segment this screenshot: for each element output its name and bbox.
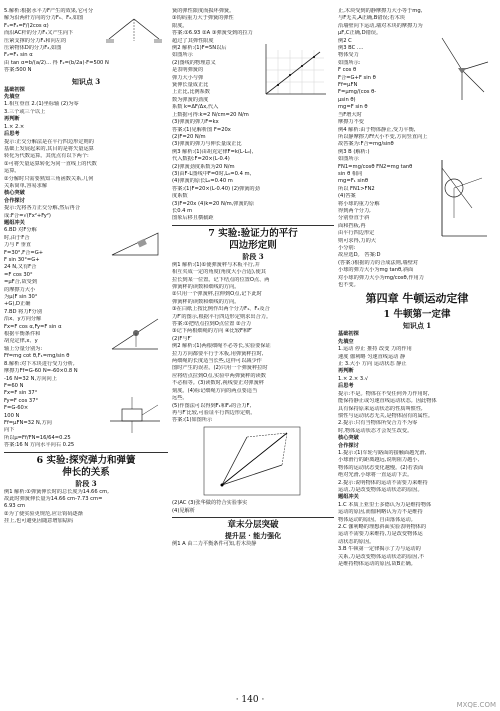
text-line: 弹力大小与弹 xyxy=(172,74,204,81)
text-line: 系数 k=ΔF/Δx,代入 xyxy=(172,104,219,111)
text-line: (3)弹簧的弹力与伸长量成正比 xyxy=(172,141,242,148)
spring-force-graph xyxy=(258,42,328,102)
text-line: 将小球的重力分解 xyxy=(338,200,380,207)
text-line: 沿墙壁向下运动,墙对木块的摩擦力为 xyxy=(338,22,423,29)
text-line: 答案:16 N 方向水平向右 0.25 xyxy=(4,442,75,449)
section1-title: 1 牛顿第一定律 xyxy=(383,309,451,321)
text-line: 运动,力是改变物体运动状态的原因。 xyxy=(338,486,423,493)
text-line: Ff=μFN=32 N,方向 xyxy=(4,419,52,426)
text-line: ③钩码重力大于弹簧的弹性 xyxy=(172,15,234,22)
text-line: 所以 FN1>FN2 xyxy=(338,185,375,192)
wedge-force-figure xyxy=(432,34,492,106)
text-line: 关系简单,容易求解 xyxy=(4,182,48,189)
text-line: 速度 伽利略 匀速直线运动 静 xyxy=(338,353,406,360)
text-line: 例1 解析:①弹簧伸长时的总长度为14.66 cm, xyxy=(4,488,109,495)
text-line: 两细绳的长度适当长些,这样可以减少作 xyxy=(172,358,262,365)
text-line: 拉长到某一位置。记下结点的位置O点、两 xyxy=(172,276,270,283)
last-line: 例1 A 由二力平衡条件可知,若木块静 xyxy=(172,540,257,547)
knowledge-point-1: 知识点 1 xyxy=(402,321,432,331)
text-line: 簧的弹性限度而损坏弹簧。 xyxy=(172,8,235,14)
text-line: 不必相等。(3)读数时,视线要正对弹簧秤 xyxy=(172,380,264,387)
text-line: 运算。 xyxy=(4,168,20,175)
text-line: 时,由于F合 xyxy=(4,234,30,241)
coop-tip xyxy=(4,205,168,220)
text-line: ②只用一个弹簧秤,拉伸到O点,记下此时 xyxy=(172,291,262,298)
text-line: μsin θ) xyxy=(338,96,356,103)
text-line: ②为了使实验更规范,应让钩码逐渐 xyxy=(4,510,83,517)
text-line: Ff=mg cot θ,F₁=mg/sin θ xyxy=(4,353,70,360)
text-line: 弹簧秤的读数和细线的方向。 xyxy=(172,284,240,290)
text-line: 分别垂直于斜 xyxy=(338,215,370,222)
coop-heading: 合作探讨 xyxy=(338,442,359,449)
text-line: 而沿AC杆的分力F₁又产生向下 xyxy=(4,30,74,37)
text-line: 力与 F 垂直 xyxy=(4,242,32,249)
text-line: 刻度。(4)标记细绳方向的两点要适当 xyxy=(172,387,258,394)
knowledge-point-3: 知识点 3 xyxy=(71,76,101,86)
text-line: 2.C 伽利略的理想斜面实验表明物体的 xyxy=(338,524,427,530)
page-number: · 140 · xyxy=(235,695,265,705)
chapter-title: 第四章 牛顿运动定律 xyxy=(365,292,469,306)
text-line: 压紧物体D的分力F₂,如图 xyxy=(4,45,62,52)
tip-text xyxy=(4,139,168,191)
text-line: (2)F=20 N/m xyxy=(172,133,206,140)
text-line: Fx=F sin 37° xyxy=(4,390,38,397)
text-line: 长0.4 m xyxy=(172,207,193,214)
text-line: 上数据可得:k=2 N/cm=20 N/m xyxy=(172,111,249,118)
text-line: 故答案为:F合=mg/sinθ xyxy=(338,141,394,148)
figure-caption-2: (4)见解析 xyxy=(172,507,195,514)
text-line: =μF合,故受到 xyxy=(4,279,38,286)
text-line: 的摩擦力大小 xyxy=(4,286,36,293)
text-line: 具有保持原来运动状态的性质叫惯性, xyxy=(338,405,423,412)
ask-heading: 后思考 xyxy=(4,131,20,138)
text-line: 答案:500 N xyxy=(4,67,32,74)
text-line: Ff=μFN xyxy=(338,82,358,89)
text-line: 时,物体运动状态才会发生改变。 xyxy=(338,427,413,434)
text-line: 1.运动 停止 推持 改变 力的作用 xyxy=(338,346,412,353)
text-line: ②分解时只需要熟知三角函数关系,几何 xyxy=(4,175,94,182)
text-line: 如图所示 xyxy=(338,156,359,163)
text-line: 数为弹簧的劲度 xyxy=(172,96,209,103)
text-line: +G),D正确 xyxy=(4,301,31,308)
text-line: 远些。 xyxy=(172,395,188,402)
text-line: (4)弹簧的原长L₀=0.40 m xyxy=(172,178,233,185)
text-line: F sin 30°=G+ xyxy=(4,257,40,263)
text-line: =F cos 30° xyxy=(4,271,33,278)
text-line: sin θ 相同 xyxy=(338,170,363,177)
text-line: 根据平衡条件和 xyxy=(4,331,41,338)
text-line: 3.三个或三个以上 xyxy=(4,108,46,115)
text-line: 摩擦力不变 xyxy=(338,119,364,126)
coop-tip xyxy=(338,450,496,494)
text-line: F合=G+F sin θ xyxy=(338,74,376,81)
text-line: 提示:先将各力正交分解,然后再合 xyxy=(4,205,81,212)
core-heading: 核心突破 xyxy=(4,190,25,197)
text-line: F=μmg/(cos θ- xyxy=(338,89,377,96)
text-line: 提示:正交分解法是在平行四边形定则的 xyxy=(4,138,94,145)
text-line: 例3 BC .... xyxy=(338,45,364,52)
text-line: ③在白纸上按比例作出两个分力F₁、F₂及合 xyxy=(172,306,270,313)
text-line: F₂=F₁ sin α xyxy=(4,52,33,59)
text-line: 物体的运动状态变化越慢。(2)若表面 xyxy=(338,464,424,471)
coop-heading: 合作探讨 xyxy=(4,197,25,204)
section7-title-2: 四边形定则 xyxy=(229,239,277,251)
text-line: 限度。 xyxy=(172,22,188,29)
text-line: 如图所示 xyxy=(172,52,193,59)
section7-body xyxy=(172,262,334,425)
text-line: 所以静摩擦力Ff大小不变,方向竖直向上 xyxy=(338,133,428,140)
text-line: 6.BD 对F分解 xyxy=(4,227,37,234)
incline-figure-2 xyxy=(110,313,160,351)
text-line: F=60 N xyxy=(4,382,24,389)
text-line: 当F增大时 xyxy=(338,111,362,118)
text-line: 1.提示:(1)车轮与路面的接触面越光滑, xyxy=(338,449,427,456)
text-line: 应将结点拉到O点,实验中两弹簧秤的读数 xyxy=(172,372,266,379)
text-line: 6.93 cm xyxy=(4,503,26,510)
text-line: 再与F′比较,可验证平行四边形定则。 xyxy=(172,409,256,416)
text-line: 小球的弹力大小为mg tanθ,斜面 xyxy=(338,267,414,274)
text-line: 上正比,比例系数 xyxy=(172,89,210,96)
text-line: 为μ(F sin 30° xyxy=(4,294,38,301)
text-line: 例2 解析:(1)F=5N以后 xyxy=(172,45,227,52)
text-line: 小分别: xyxy=(338,245,356,251)
text-line: (4)答案 xyxy=(338,193,356,200)
text-line: 8.解析:对下木块进行受力分析, xyxy=(4,360,75,367)
text-line: mg=F₁ sinθ xyxy=(338,178,369,185)
text-line: 由 tan α=b/(a/2)... 得 F₂=(b/2a)·F=500 N xyxy=(4,59,109,66)
text-line: 例2 C xyxy=(338,37,352,44)
text-line: 对小球的弹力大小为mg/cosθ,作用力 xyxy=(338,274,424,281)
text-line: 例3 B (解析:) xyxy=(338,148,370,155)
text-line: 簧伸长量成正比 xyxy=(172,82,209,89)
text-line: 绝对光滑,小球将一直运动下去。 xyxy=(338,472,413,479)
text-line: 挂上,也可避免因随意增加砝码 xyxy=(4,518,74,525)
text-line: ③记下两根细绳的方向 ④比较F和F′ xyxy=(172,328,253,335)
text-line: ①可将矢量运算转化为同一直线上的代数 xyxy=(4,160,97,167)
text-line: 例4 解析:由于物体静止,受力平衡, xyxy=(338,126,416,133)
text-line: 转化为代数运算。其优点有以下两个: xyxy=(4,153,89,160)
text-line: 图象后移且横截距 xyxy=(172,215,214,222)
text-line: 能保持静止或匀速直线运动状态。因此物体 xyxy=(338,398,437,405)
text-line: 1.C 本质上亚里士多德认为力是维持物体 xyxy=(338,501,432,508)
text-line: (答案:)根据的力的合成法则,墙壁对 xyxy=(338,259,419,266)
block-force-figure xyxy=(110,395,160,435)
text-line: (5)作图法可以得到F₁和F₂的合力F, xyxy=(172,402,252,409)
text-line: 例1 解析:(1)①使弹簧秤与木板平行,并 xyxy=(172,261,260,268)
ball-wall-figure xyxy=(432,158,492,238)
text-line: 轴上分量分别为: xyxy=(4,345,43,352)
text-line: 小球滑行的距离越远,说明阻力越小, xyxy=(338,457,420,464)
text-line: 由平行四边形定 xyxy=(338,230,375,237)
text-line: 解为沿两杆方向的分力F₁、F₂,如图 xyxy=(4,15,84,22)
text-line: 沿x、y方向分解 xyxy=(4,316,42,323)
text-line: 止,木块受到的静摩擦力大小等于mg, xyxy=(338,8,423,14)
experiment-answers xyxy=(172,8,334,223)
text-line: 24 N,又有F合 xyxy=(4,264,37,271)
text-line: 拉力方向都要平行于木板,用弹簧秤拉时, xyxy=(172,350,264,357)
text-line: 例2 解析:(1)两根细绳不必等长,实验要保证 xyxy=(172,343,271,350)
core-heading: 核心突破 xyxy=(338,435,359,442)
drill-heading: 题组冲关 xyxy=(4,219,25,226)
section7-title-1: 7 实验:验证力的平行 xyxy=(208,227,298,239)
chapter-review-title: 章末分层突破 xyxy=(227,519,279,530)
stage-3-label: 阶段 3 xyxy=(242,251,264,261)
text-line: 答案:①6.93 ②A ③弹簧受到的拉力 xyxy=(172,30,253,37)
text-line: 止 3.大小 方向 运动状态 静止 xyxy=(338,361,407,368)
text-line: 是表明弹簧的 xyxy=(172,67,204,74)
text-line: 面和挡板,再 xyxy=(338,222,366,229)
text-line: 成:F合=√(Fx²+Fy²) xyxy=(4,212,51,219)
column-left xyxy=(4,8,168,526)
text-line: 相互夹成一定的角度(角度大小合适),使其 xyxy=(172,269,266,276)
text-line: F=G-60× xyxy=(4,405,29,412)
text-line: μF,C正确,D错误。 xyxy=(338,30,382,37)
text-line: 7.BD 将力F分别 xyxy=(4,308,42,315)
text-line: 关系,力是改变物体运动状态的原因,不 xyxy=(338,553,425,560)
text-line: 惯性与运动状态无关,是物体固有的属性。 xyxy=(338,412,434,419)
text-line: 提示:不是。物体在不受任何外力作用时, xyxy=(338,390,430,397)
text-line: 胡克定律,x、y xyxy=(4,338,38,345)
improve-title: 提升层 · 能力强化 xyxy=(224,530,282,540)
tip-text xyxy=(338,391,496,435)
text-line: 也不变。 xyxy=(338,282,359,289)
think-heading: 再判断 xyxy=(4,116,20,123)
text-line: (2)弹簧劲度系数为20 N/m xyxy=(172,163,235,170)
parallelogram-figure xyxy=(202,425,302,497)
text-line: 故应选D。 答案:D xyxy=(338,252,381,259)
text-line: 摩擦力Ff=G-60 N=-60×0.8 N xyxy=(4,368,78,375)
text-line: 基础上发展起来的,其目的是将矢量运算 xyxy=(4,145,94,152)
text-line: 是维持物体运动的原因,故B正确。 xyxy=(338,561,416,568)
force-decomposition-figure xyxy=(104,14,164,44)
text-line: 2.提示:说明物体的运动不需要力来维持 xyxy=(338,479,428,486)
drill-heading: 题组冲关 xyxy=(338,494,359,501)
pre-study-heading: 先填空 xyxy=(338,338,354,345)
text-line: -16 N=32 N,方向向上 xyxy=(4,375,57,382)
basic-heading: 基础初探 xyxy=(338,331,359,338)
text-line: 动状态的原因。 xyxy=(338,538,375,545)
text-line: 运动不需要力来维持,力是改变物体运 xyxy=(338,531,423,538)
text-line: 物体运动的原因。自由落体运动。 xyxy=(338,516,416,523)
text-line: F₁=F₂=F/(2cos α) xyxy=(4,22,49,29)
text-line: 故此时弹簧伸长量为14.66 cm-7.73 cm= xyxy=(4,495,103,502)
column-middle xyxy=(172,8,334,548)
text-line: F cos θ xyxy=(338,67,357,74)
ask-heading: 后思考 xyxy=(338,383,354,390)
text-line: 答案:①把结点拉到O点位置 ②合力 xyxy=(172,321,252,328)
text-line: (2)图线的物理意义 xyxy=(172,59,216,66)
text-line: Fx=F cos α,Fy=F sin α xyxy=(4,323,62,330)
watermark: MXQE.COM xyxy=(456,701,496,709)
text-line: 例3 解析:(1)由胡克定律F=k(L-L₀), xyxy=(172,148,254,155)
text-line: 超过了其弹性限度 xyxy=(172,37,214,44)
text-line: F=30°,F合=G+ xyxy=(4,249,44,256)
text-line: (3)F=20x (4)k=20 N/m,弹簧的原 xyxy=(172,200,255,207)
text-line: 1.相互垂直 2.(1)坐标轴 (2)为零 xyxy=(4,101,79,108)
fill-answers xyxy=(338,346,496,368)
text-line: Fy=F cos 37° xyxy=(4,397,39,404)
text-line: 压紧支撑的分力F₁和向左的 xyxy=(4,37,67,44)
text-line: 1.× 2.× xyxy=(4,123,25,130)
basic-heading: 基础初探 xyxy=(4,86,25,93)
text-line: (3)由F-L图线中F=0时,L₀=0.4 m, xyxy=(172,170,252,177)
judge-answers xyxy=(338,376,496,383)
section6-body xyxy=(4,489,168,526)
text-line: 弹簧秤的读数和细线的方向。 xyxy=(172,298,240,305)
text-line: 如图所示: xyxy=(338,59,361,66)
text-line: 运动的原因,而伽利略认为力不是维持 xyxy=(338,509,423,516)
text-line: (3)弹簧的弹力F=kx xyxy=(172,119,219,126)
drill-body xyxy=(338,502,496,569)
fill-answers xyxy=(4,101,168,116)
think-heading: 再判断 xyxy=(338,368,354,375)
incline-figure-1 xyxy=(110,229,160,257)
figure-caption: (2)AC (3)张华做的符合实验事实 xyxy=(172,500,248,507)
text-line: (2)F与F′ xyxy=(172,335,192,342)
text-line: 100 N xyxy=(4,412,20,419)
section6-title-2: 伸长的关系 xyxy=(62,466,110,478)
column-right xyxy=(338,8,496,568)
text-line: 力F′的图示,根据平行四边形定则求出合力。 xyxy=(172,313,272,320)
text-line: 则可求得,力的大 xyxy=(338,237,376,244)
pre-study-heading: 先填空 xyxy=(4,94,20,101)
text-line: 1.× 2.× 3.√ xyxy=(338,375,369,382)
text-line: 向下 xyxy=(4,427,15,434)
text-line: FN1=mg/cosθ FN2=mg tanθ xyxy=(338,163,413,170)
text-line: 物体受力 xyxy=(338,52,359,59)
text-line: 答案:(1)见解析图 F=20x xyxy=(172,126,231,133)
text-line: 3.B 牛顿第一定律揭示了力与运动的 xyxy=(338,546,421,553)
text-line: 得到两个分力, xyxy=(338,207,371,214)
section6-title-1: 6 实验:探究弹力和弹簧 xyxy=(36,454,136,466)
text-line: mg=F sin θ xyxy=(338,104,368,111)
text-line: 2.提示:只有当物体所受合力不为零 xyxy=(338,420,418,427)
text-line: 代入数据:F=20×(L-0.4) xyxy=(172,156,230,163)
text-line: 答案:(1)如图所示 xyxy=(172,417,213,424)
text-line: 答案:(1)F=20×(L-0.40) (2)弹簧的劲 xyxy=(172,185,260,192)
stage-3-label: 阶段 3 xyxy=(75,478,97,488)
text-line: 5.解析:根据水平力F产生的效果,它可分 xyxy=(4,8,94,14)
text-line: 度系数 xyxy=(172,193,188,200)
judge-answers xyxy=(4,124,168,131)
text-line: 图时产生的误差。(2)只用一个弹簧秤拉时 xyxy=(172,365,268,372)
text-line: 所以μ=Ff/FN=16/64=0.25 xyxy=(4,434,71,441)
text-line: 与F无关,A正确,B错误;若木块 xyxy=(338,15,406,22)
